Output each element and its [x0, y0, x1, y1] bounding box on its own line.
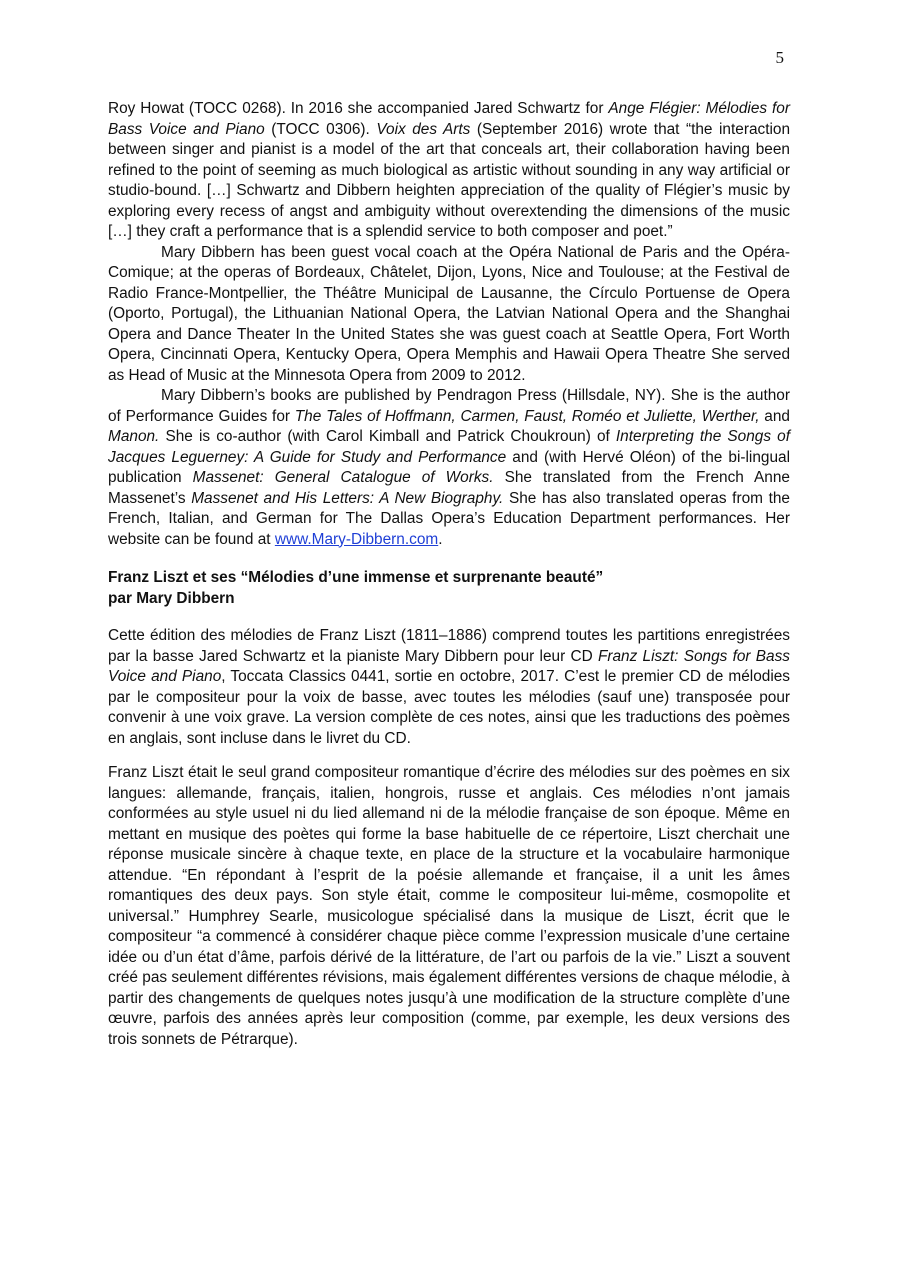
- italic-title: Massenet: General Catalogue of Works.: [192, 469, 494, 486]
- paragraph: [108, 763, 790, 1050]
- document-body: [108, 99, 790, 1050]
- italic-title: Massenet and His Letters: A New Biography.: [191, 489, 504, 507]
- text-run: .: [438, 530, 443, 548]
- italic-title: Voix des Arts: [376, 120, 471, 138]
- text-run: Cette édition des mélodies de Franz Liszt (1811–1886) comprend toutes les partitions enregistrées par la basse Jared Schwartz et la pianiste Mary Dibbern pour leur CD: [108, 627, 790, 665]
- website-link[interactable]: www.Mary-Dibbern.com: [274, 530, 439, 548]
- text-run: Roy Howat (TOCC 0268). In 2016 she accompanied Jared Schwartz for: [108, 100, 609, 117]
- section-title: Franz Liszt et ses “Mélodies d’une immense et surprenante beauté”: [108, 569, 604, 586]
- text-run: and: [759, 407, 790, 425]
- paragraph: [108, 243, 790, 387]
- text-run: She translated from the French Anne Massenet’s: [108, 469, 790, 507]
- italic-title: The Tales of Hoffmann, Carmen, Faust, Roméo et Juliette, Werther,: [294, 407, 760, 425]
- paragraph: [108, 626, 790, 749]
- text-run: She is co-author (with Carol Kimball and Patrick Choukroun) of: [159, 428, 616, 445]
- italic-title: Ange Flégier: Mélodies for Bass Voice and Piano: [108, 100, 790, 138]
- section-byline: par Mary Dibbern: [108, 590, 235, 607]
- italic-title: Interpreting the Songs of Jacques Leguerney: A Guide for Study and Performance: [108, 428, 790, 466]
- text-run: She has also translated operas from the French, Italian, and German for The Dallas Opera’s Education Department performances. Her website can be found at: [108, 489, 790, 548]
- text-run: Franz Liszt était le seul grand compositeur romantique d’écrire des mélodies sur des poèmes en six langues: allemande, français, italien, hongrois, russe et anglais. Ces mélodies n’ont jamais conformées au style usuel ni du lied allemand ni de la mélodie française de son époque. Même en mettant en musique des poètes qui forme la base habituelle de ce répertoire, Liszt cherchait une réponse musicale sincère à chaque texte, en place de la structure et la vocabulaire harmonique attendue. “En répondant à l’esprit de la poésie allemande et française, il a unit les âmes romantiques des deux pays. Son style était, comme le compositeur lui-même, cosmopolite et universal.” Humphrey Searle, musicologue spécialisé dans la musique de Liszt, écrit que le compositeur “a commencé à considérer chaque pièce comme l’expression musicale d’une certaine idée ou d’un état d’âme, parfois dérivé de la littérature, de l’art ou parfois de la vie.” Liszt a souvent créé pas seulement différentes révisions, mais également différentes versions de chaque mélodie, à partir des changements de quelques notes jusqu’à une modification de la structure complète d’une œuvre, parfois des années après leur composition (comme, par exemple, les deux versions des trois sonnets de Pétrarque).: [108, 764, 790, 1048]
- text-run: (September 2016) wrote that “the interaction between singer and pianist is a model of the art that conceals art, their collaboration having been refined to the point of seeming as much biological as artistic without sounding in any way artificial or studio-bound. […] Schwartz and Dibbern heighten appreciation of the quality of Flégier’s music by exploring every recess of angst and ambiguity without overextending the dimensions of the music […] they craft a performance that is a splendid service to both composer and poet.”: [108, 120, 791, 240]
- page-number: 5: [775, 48, 784, 67]
- text-run: Mary Dibbern’s books are published by Pendragon Press (Hillsdale, NY). She is the author of Performance Guides for: [108, 387, 790, 425]
- text-run: and (with Hervé Oléon) of the bi-lingual publication: [108, 448, 790, 486]
- italic-title: Manon.: [108, 428, 160, 445]
- text-run: Mary Dibbern has been guest vocal coach at the Opéra National de Paris and the Opéra-Comique; at the operas of Bordeaux, Châtelet, Dijon, Lyons, Nice and Toulouse; at the Festival de Radio France-Montpellier, the Théâtre Municipal de Lausanne, the Círculo Portuense de Opera (Oporto, Portugal), the Lithuanian National Opera, the Latvian National Opera and the Shanghai Opera and Dance Theater In the United States she was guest coach at Seattle Opera, Fort Worth Opera, Cincinnati Opera, Kentucky Opera, Opera Memphis and Hawaii Opera Theatre She served as Head of Music at the Minnesota Opera from 2009 to 2012.: [108, 243, 790, 384]
- text-run: , Toccata Classics 0441, sortie en octobre, 2017. C’est le premier CD de mélodies par le compositeur pour la voix de basse, avec toutes les mélodies (sauf une) transposée pour convenir à une voix grave. La version complète de ces notes, ainsi que les traductions des poèmes en anglais, sont incluse dans le livret du CD.: [108, 668, 790, 747]
- paragraph: [108, 99, 790, 243]
- italic-title: Franz Liszt: Songs for Bass Voice and Piano: [108, 647, 790, 685]
- paragraph: [108, 386, 790, 550]
- text-run: (TOCC 0306).: [264, 120, 377, 138]
